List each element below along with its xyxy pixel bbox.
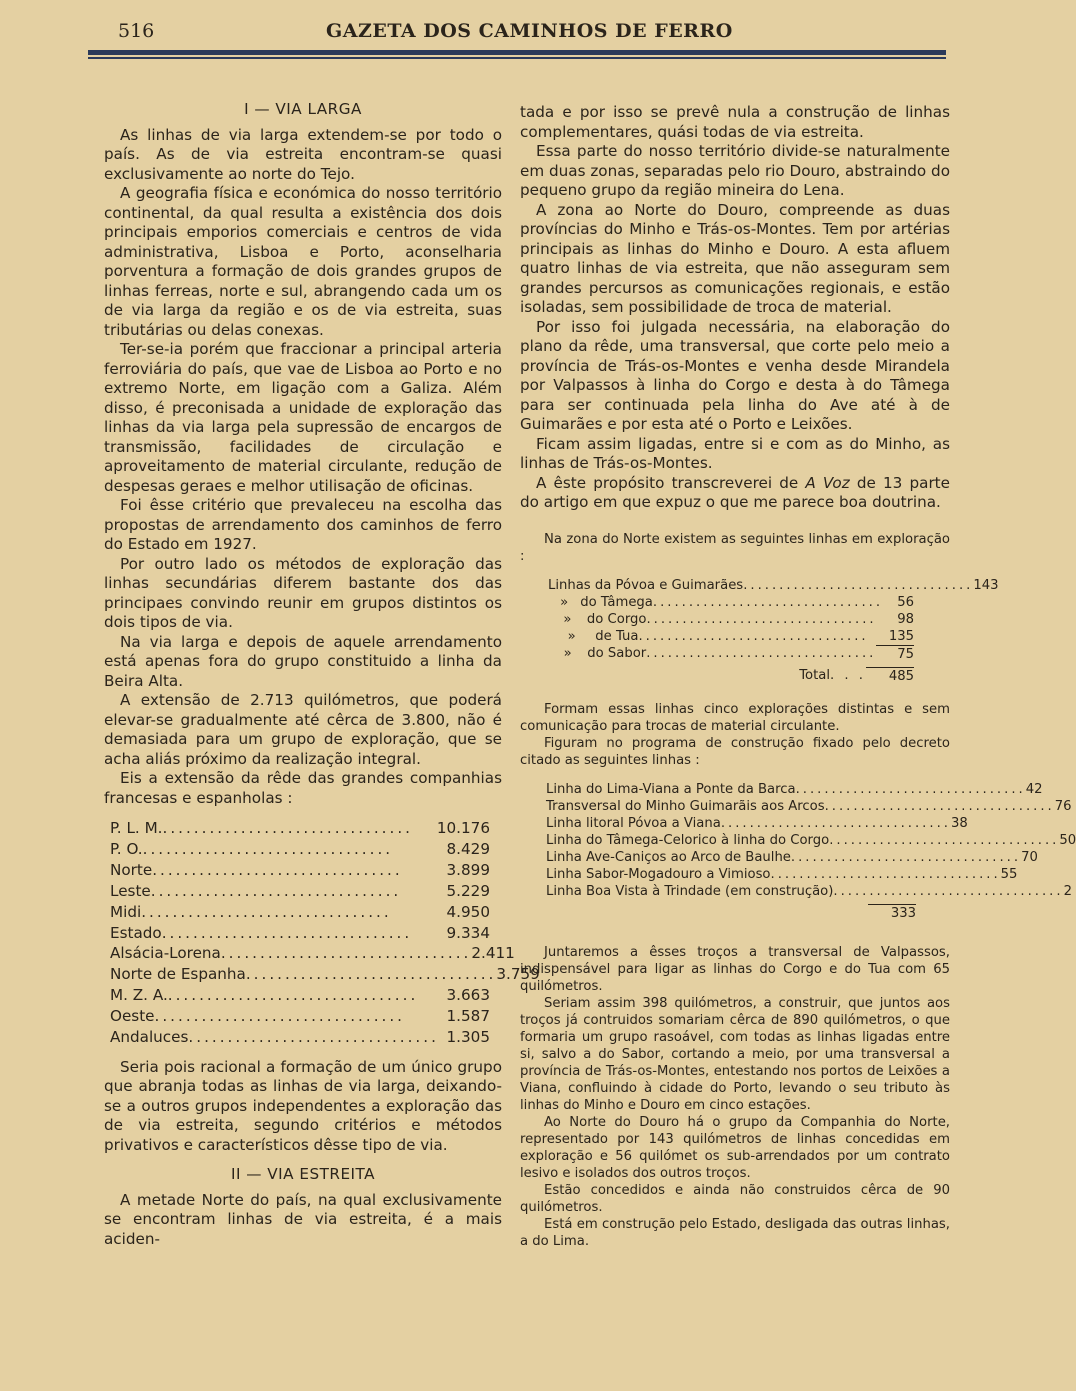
quote-paragraph: Juntaremos a êsses troços a transversal de Valpassos, indispensável para ligar as linhas do Corgo e do Tua com 65 quilómetros. bbox=[520, 944, 950, 994]
header-rule-thick bbox=[88, 50, 946, 55]
quote-paragraph: Está em construção pelo Estado, desligada das outras linhas, a do Lima. bbox=[520, 1216, 950, 1249]
planned-lines-table bbox=[546, 781, 1076, 922]
table-row: Andaluces ................................ 1.305 bbox=[110, 1028, 490, 1047]
journal-title: GAZETA DOS CAMINHOS DE FERRO bbox=[326, 20, 733, 42]
table-row: Linha do Lima-Viana a Ponte da Barca ................................ 42 bbox=[546, 781, 1043, 797]
quote-paragraph: Formam essas linhas cinco explorações distintas e sem comunicação para trocas de material circulante. bbox=[520, 701, 950, 734]
lines-in-operation-table bbox=[548, 577, 999, 685]
header-rule-thin bbox=[88, 57, 946, 59]
section-heading-via-larga: I — VIA LARGA bbox=[244, 100, 362, 118]
quote-paragraph: Ao Norte do Douro há o grupo da Companhia do Norte, representado por 143 quilómetros de linhas concedidas em exploração e 56 quilómet os sub-arrendados por um contrato lesivo e isolados dos outros troços. bbox=[520, 1114, 950, 1181]
total-row: Total . . . 485 bbox=[799, 667, 914, 684]
table-row: Linhas da Póvoa e Guimarães ................................ 143 bbox=[548, 577, 999, 593]
network-length-table bbox=[110, 818, 540, 1048]
table-row: Norte ................................ 3.899 bbox=[110, 860, 490, 879]
table-row: » do Sabor ................................ 75 bbox=[563, 645, 914, 662]
newspaper-title: A Voz bbox=[805, 473, 850, 492]
quote-paragraph: Figuram no programa de construção fixado pelo decreto citado as seguintes linhas : bbox=[520, 735, 950, 768]
paragraph: As linhas de via larga extendem-se por todo o país. As de via estreita encontram-se quasi exclusivamente ao norte do Tejo. bbox=[104, 125, 502, 183]
left-column bbox=[104, 100, 540, 1249]
quoted-article bbox=[520, 531, 1076, 1250]
table-row: Linha litoral Póvoa a Viana ................................ 38 bbox=[546, 815, 968, 831]
paragraph: A zona ao Norte do Douro, compreende as duas províncias do Minho e Trás-os-Montes. Tem por artérias principais as linhas do Minho e Douro. A esta afluem quatro linhas de via estreita, que não asseguram sem grandes percursos as comunicações regionais, e estão isoladas, sem possibilidade de troca de material. bbox=[520, 200, 950, 316]
quote-paragraph: Seriam assim 398 quilómetros, a construir, que juntos aos troços já contruidos somariam cêrca de 890 quilómetros, o que formaria um grupo rasoável, com todas as linhas ligadas entre si, salvo a do Sabor, cortando a meio, por uma transversal a província de Trás-os-Montes, entestando nos portos de Leixões a Viana, confluindo à cidade do Porto, levando o seu tributo às linhas do Minho e Douro em cinco estações. bbox=[520, 995, 950, 1113]
paragraph: Por outro lado os métodos de exploração das linhas secundárias diferem bastante dos das principaes convindo reunir em grupos distintos os dois tipos de via. bbox=[104, 554, 502, 631]
table-row: Linha Boa Vista à Trindade (em construção) ................................ 2 bbox=[546, 883, 1072, 899]
page-number: 516 bbox=[118, 20, 155, 42]
table-row: Alsácia-Lorena ................................ 2.411 bbox=[110, 944, 515, 963]
table-row: Estado ................................ 9.334 bbox=[110, 923, 490, 942]
table-row: P. L. M. ................................ 10.176 bbox=[110, 819, 490, 837]
paragraph: A êste propósito transcreverei de A Voz de 13 parte do artigo em que expuz o que me parece boa doutrina. bbox=[520, 473, 950, 511]
paragraph: A geografia física e económica do nosso território continental, da qual resulta a existência dos dois principais emporios comerciais e centros de vida administrativa, Lisboa e Porto, aconselharia porventura a formação de dois grandes grupos de linhas ferreas, norte e sul, abrangendo cada um os de via larga da região e os de via estreita, suas tributárias ou delas conexas. bbox=[104, 184, 502, 339]
table-row: Linha Ave-Caniços ao Arco de Baulhe ................................ 70 bbox=[546, 849, 1038, 865]
paragraph: Por isso foi julgada necessária, na elaboração do plano da rêde, uma transversal, que corte pelo meio a província de Trás-os-Montes e venha desde Mirandela por Valpassos à linha do Corgo e desta à do Tâmega para ser continuada pela linha do Ave até à de Guimarães e por esta até o Porto e Leixões. bbox=[520, 317, 950, 433]
table-row: » de Tua ................................ 135 bbox=[567, 628, 914, 644]
quote-paragraph: Estão concedidos e ainda não construidos cêrca de 90 quilómetros. bbox=[520, 1182, 950, 1215]
page-header bbox=[88, 18, 946, 46]
paragraph: Essa parte do nosso território divide-se naturalmente em duas zonas, separadas pelo rio Douro, abstraindo do pequeno grupo da região mineira do Lena. bbox=[520, 142, 950, 199]
table-row: Transversal do Minho Guimarãis aos Arcos ................................ 76 bbox=[546, 798, 1072, 814]
table-row: Midi ................................ 4.950 bbox=[110, 902, 490, 921]
table-row: M. Z. A. ................................ 3.663 bbox=[110, 986, 490, 1005]
paragraph: tada e por isso se prevê nula a construção de linhas complementares, quási todas de via estreita. bbox=[520, 103, 950, 141]
paragraph: Na via larga e depois de aquele arrendamento está apenas fora do grupo constituido a linha da Beira Alta. bbox=[104, 632, 502, 690]
paragraph: Ter-se-ia porém que fraccionar a principal arteria ferroviária do país, que vae de Lisboa ao Porto e no extremo Norte, em ligação com a Galiza. Além disso, é preconisada a unidade de exploração das linhas da via larga pela supressão de encargos de transmissão, facilidades de circulação e aproveitamento de material circulante, redução de despesas geraes e melhor utilisação de oficinas. bbox=[104, 340, 502, 495]
paragraph: Seria pois racional a formação de um único grupo que abranja todas as linhas de via larga, deixando-se a outros grupos independentes a exploração das de via estreita, segundo critérios e métodos privativos e característicos dêsse tipo de via. bbox=[104, 1057, 502, 1154]
table-row: » do Corgo ................................ 98 bbox=[563, 611, 914, 627]
table-row: » do Tâmega ................................ 56 bbox=[560, 594, 914, 610]
paragraph: Ficam assim ligadas, entre si e com as do Minho, as linhas de Trás-os-Montes. bbox=[520, 434, 950, 472]
table-row: P. O. ................................ 8.429 bbox=[110, 839, 490, 858]
right-column bbox=[520, 103, 1076, 1250]
total-row: 333 bbox=[546, 904, 916, 922]
table-row: Oeste ................................ 1.587 bbox=[110, 1007, 490, 1026]
paragraph: Foi êsse critério que prevaleceu na escolha das propostas de arrendamento dos caminhos de ferro do Estado em 1927. bbox=[104, 496, 502, 553]
table-row: Linha do Tâmega-Celorico à linha do Corgo ................................ 50 bbox=[546, 832, 1076, 848]
quote-paragraph: Na zona do Norte existem as seguintes linhas em exploração : bbox=[520, 531, 950, 564]
paragraph: A extensão de 2.713 quilómetros, que poderá elevar-se gradualmente até cêrca de 3.800, não é demasiada para um grupo de exploração, que se acha aliás próximo da realização integral. bbox=[104, 691, 502, 768]
paragraph: A metade Norte do país, na qual exclusivamente se encontram linhas de via estreita, é a mais aciden- bbox=[104, 1190, 502, 1248]
paragraph: Eis a extensão da rêde das grandes companhias francesas e espanholas : bbox=[104, 769, 502, 807]
table-row: Norte de Espanha ................................ 3.759 bbox=[110, 965, 540, 984]
table-row: Linha Sabor-Mogadouro a Vimioso ................................ 55 bbox=[546, 866, 1018, 882]
section-heading-via-estreita: II — VIA ESTREITA bbox=[230, 1165, 375, 1184]
table-row: Leste ................................ 5.229 bbox=[110, 881, 490, 900]
